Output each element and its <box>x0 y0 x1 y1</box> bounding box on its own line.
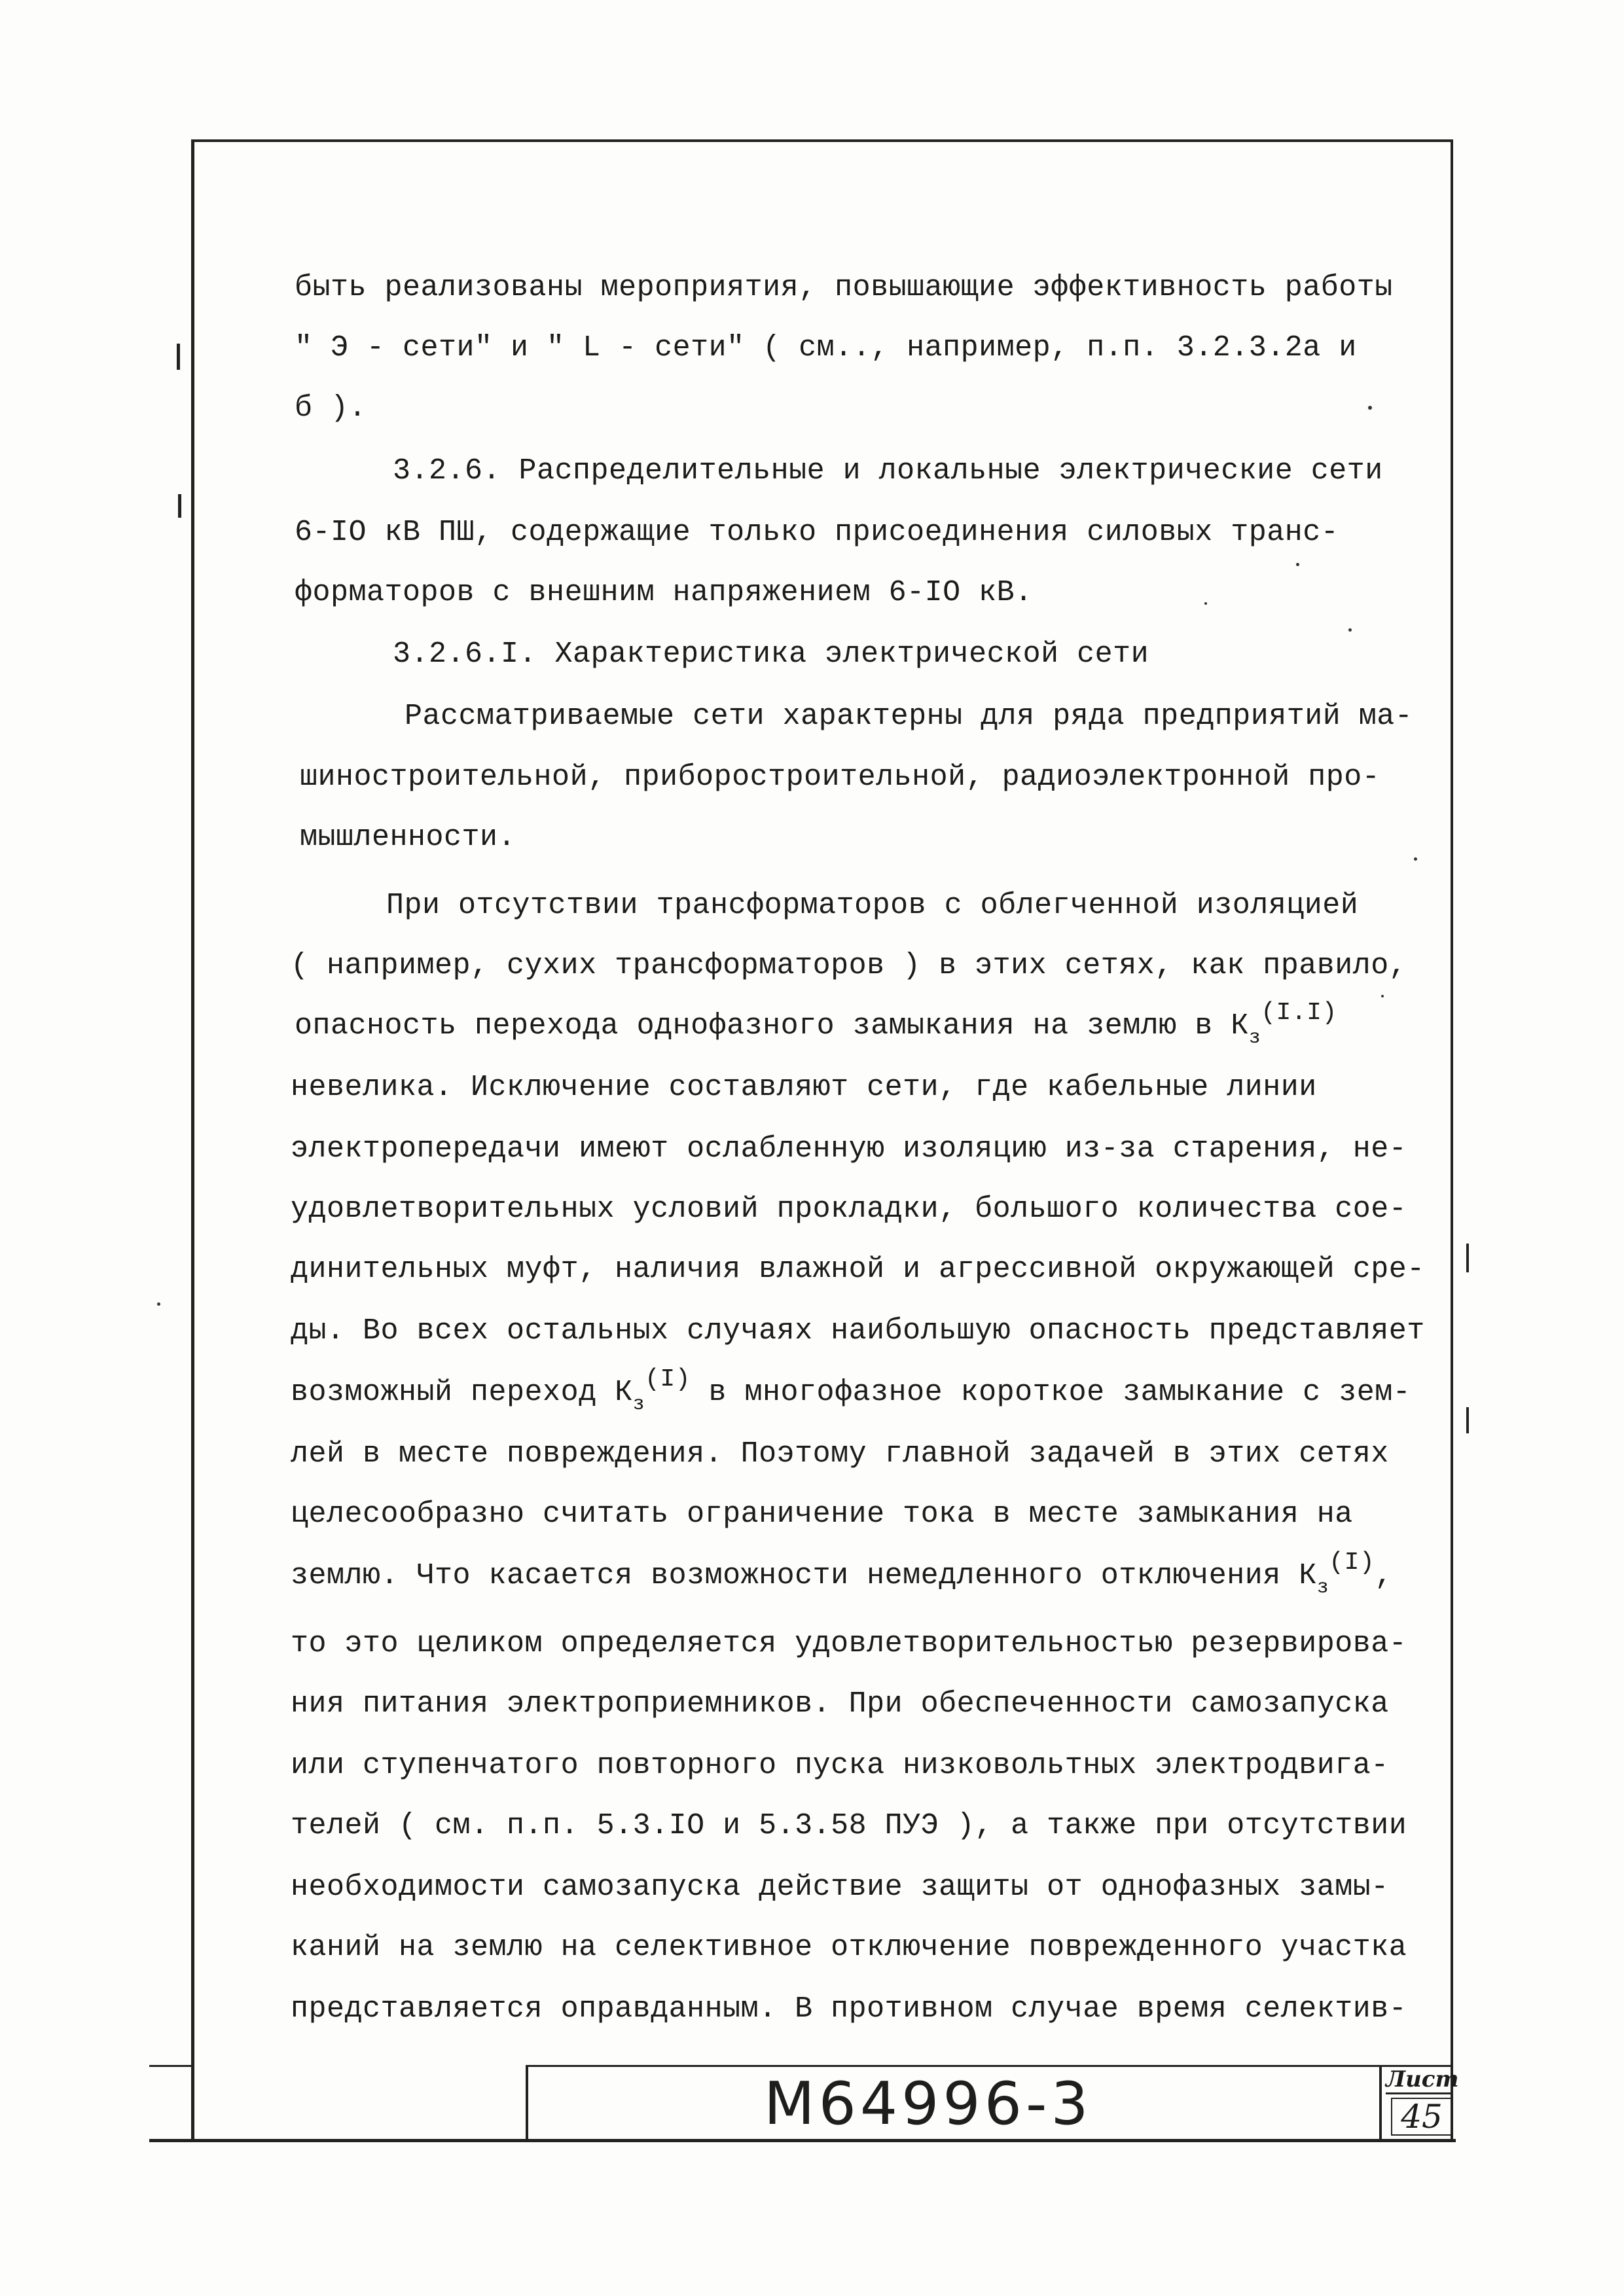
text-line-13 <box>295 999 1337 1049</box>
text-line-29: представляется оправданным. В противном случае время селектив- <box>291 1992 1407 2026</box>
subscript-z: з <box>1248 1027 1261 1049</box>
scan-speck <box>157 1302 160 1306</box>
scan-speck <box>1348 628 1352 632</box>
text-line-26: телей ( см. п.п. 5.3.IO и 5.3.58 ПУЭ ), а также при отсутствии <box>291 1809 1407 1842</box>
section-heading-3-2-6: 3.2.6. Распределительные и локальные электрические сети <box>393 454 1383 488</box>
text-line-1: быть реализованы мероприятия, повышающие эффективность работы <box>295 271 1393 304</box>
text-line-13-main: опасность перехода однофазного замыкания на землю в К <box>295 1009 1249 1043</box>
frame-bottom-line <box>149 2139 1456 2142</box>
scan-margin-mark <box>177 344 180 370</box>
text-line-12: ( например, сухих трансформаторов ) в этих сетях, как правило, <box>291 949 1407 982</box>
text-line-6: форматоров с внешним напряжением 6-IO кВ. <box>295 576 1033 609</box>
text-line-21: целесообразно считать ограничение тока в месте замыкания на <box>291 1498 1353 1531</box>
text-line-15: электропередачи имеют ослабленную изоляцию из-за старения, не- <box>291 1132 1407 1166</box>
text-line-17: динительных муфт, наличия влажной и агрессивной окружающей сре- <box>291 1253 1425 1286</box>
text-line-19-main: возможный переход К <box>291 1376 633 1409</box>
title-block <box>526 2065 1459 2139</box>
text-line-19 <box>291 1365 1411 1416</box>
text-line-3: б ). <box>295 391 367 425</box>
text-line-14: невелика. Исключение составляют сети, где кабельные линии <box>291 1071 1317 1104</box>
text-line-10: мышленности. <box>300 821 516 854</box>
text-line-25: или ступенчатого повторного пуска низковольтных электродвига- <box>291 1749 1389 1782</box>
sheet-number: 45 <box>1391 2098 1453 2136</box>
text-line-20: лей в месте повреждения. Поэтому главной задачей в этих сетях <box>291 1437 1389 1471</box>
scan-margin-mark <box>1466 1244 1469 1272</box>
text-line-18: ды. Во всех остальных случаях наибольшую опасность представляет <box>291 1314 1425 1348</box>
scan-speck <box>1414 857 1417 861</box>
text-line-8: Рассматриваемые сети характерны для ряда предприятий ма- <box>405 700 1413 733</box>
text-line-19-tail: в многофазное короткое замыкание с зем- <box>691 1376 1411 1409</box>
text-line-23: то это целиком определяется удовлетворительностью резервирова- <box>291 1627 1407 1660</box>
document-code: М64996-3 <box>764 2070 1092 2138</box>
frame-stub <box>149 2065 191 2067</box>
text-line-16: удовлетворительных условий прокладки, большого количества сое- <box>291 1193 1407 1226</box>
subscript-z: з <box>632 1393 645 1416</box>
text-line-22-tail: , <box>1375 1559 1393 1592</box>
scan-speck <box>1368 406 1372 410</box>
superscript-1-1: (I.I) <box>1261 999 1337 1027</box>
superscript-1: (I) <box>1329 1549 1375 1577</box>
scan-speck <box>1381 995 1384 997</box>
text-line-22 <box>291 1549 1393 1599</box>
text-line-2: " Э - сети" и " L - сети" ( см.., например, п.п. 3.2.3.2а и <box>295 331 1357 365</box>
text-line-5: 6-IO кВ ПШ, содержащие только присоединения силовых транс- <box>295 516 1339 549</box>
subscript-z: з <box>1316 1577 1329 1599</box>
text-line-9: шиностроительной, приборостроительной, радиоэлектронной про- <box>300 761 1380 794</box>
scan-speck <box>1204 602 1207 605</box>
sheet-box <box>1379 2065 1459 2139</box>
sheet-label: Лист <box>1386 2066 1451 2094</box>
scan-margin-mark <box>1466 1407 1469 1433</box>
scan-speck <box>1296 563 1299 566</box>
text-line-11: При отсутствии трансформаторов с облегченной изоляцией <box>386 889 1359 922</box>
text-line-27: необходимости самозапуска действие защиты от однофазных замы- <box>291 1871 1389 1904</box>
section-heading-3-2-6-1: 3.2.6.I. Характеристика электрической сети <box>393 637 1149 671</box>
text-line-22-main: землю. Что касается возможности немедленного отключения К <box>291 1559 1317 1592</box>
text-line-24: ния питания электроприемников. При обеспеченности самозапуска <box>291 1687 1389 1721</box>
scan-margin-mark <box>178 494 181 518</box>
superscript-1: (I) <box>645 1365 691 1393</box>
text-line-28: каний на землю на селективное отключение поврежденного участка <box>291 1931 1407 1964</box>
